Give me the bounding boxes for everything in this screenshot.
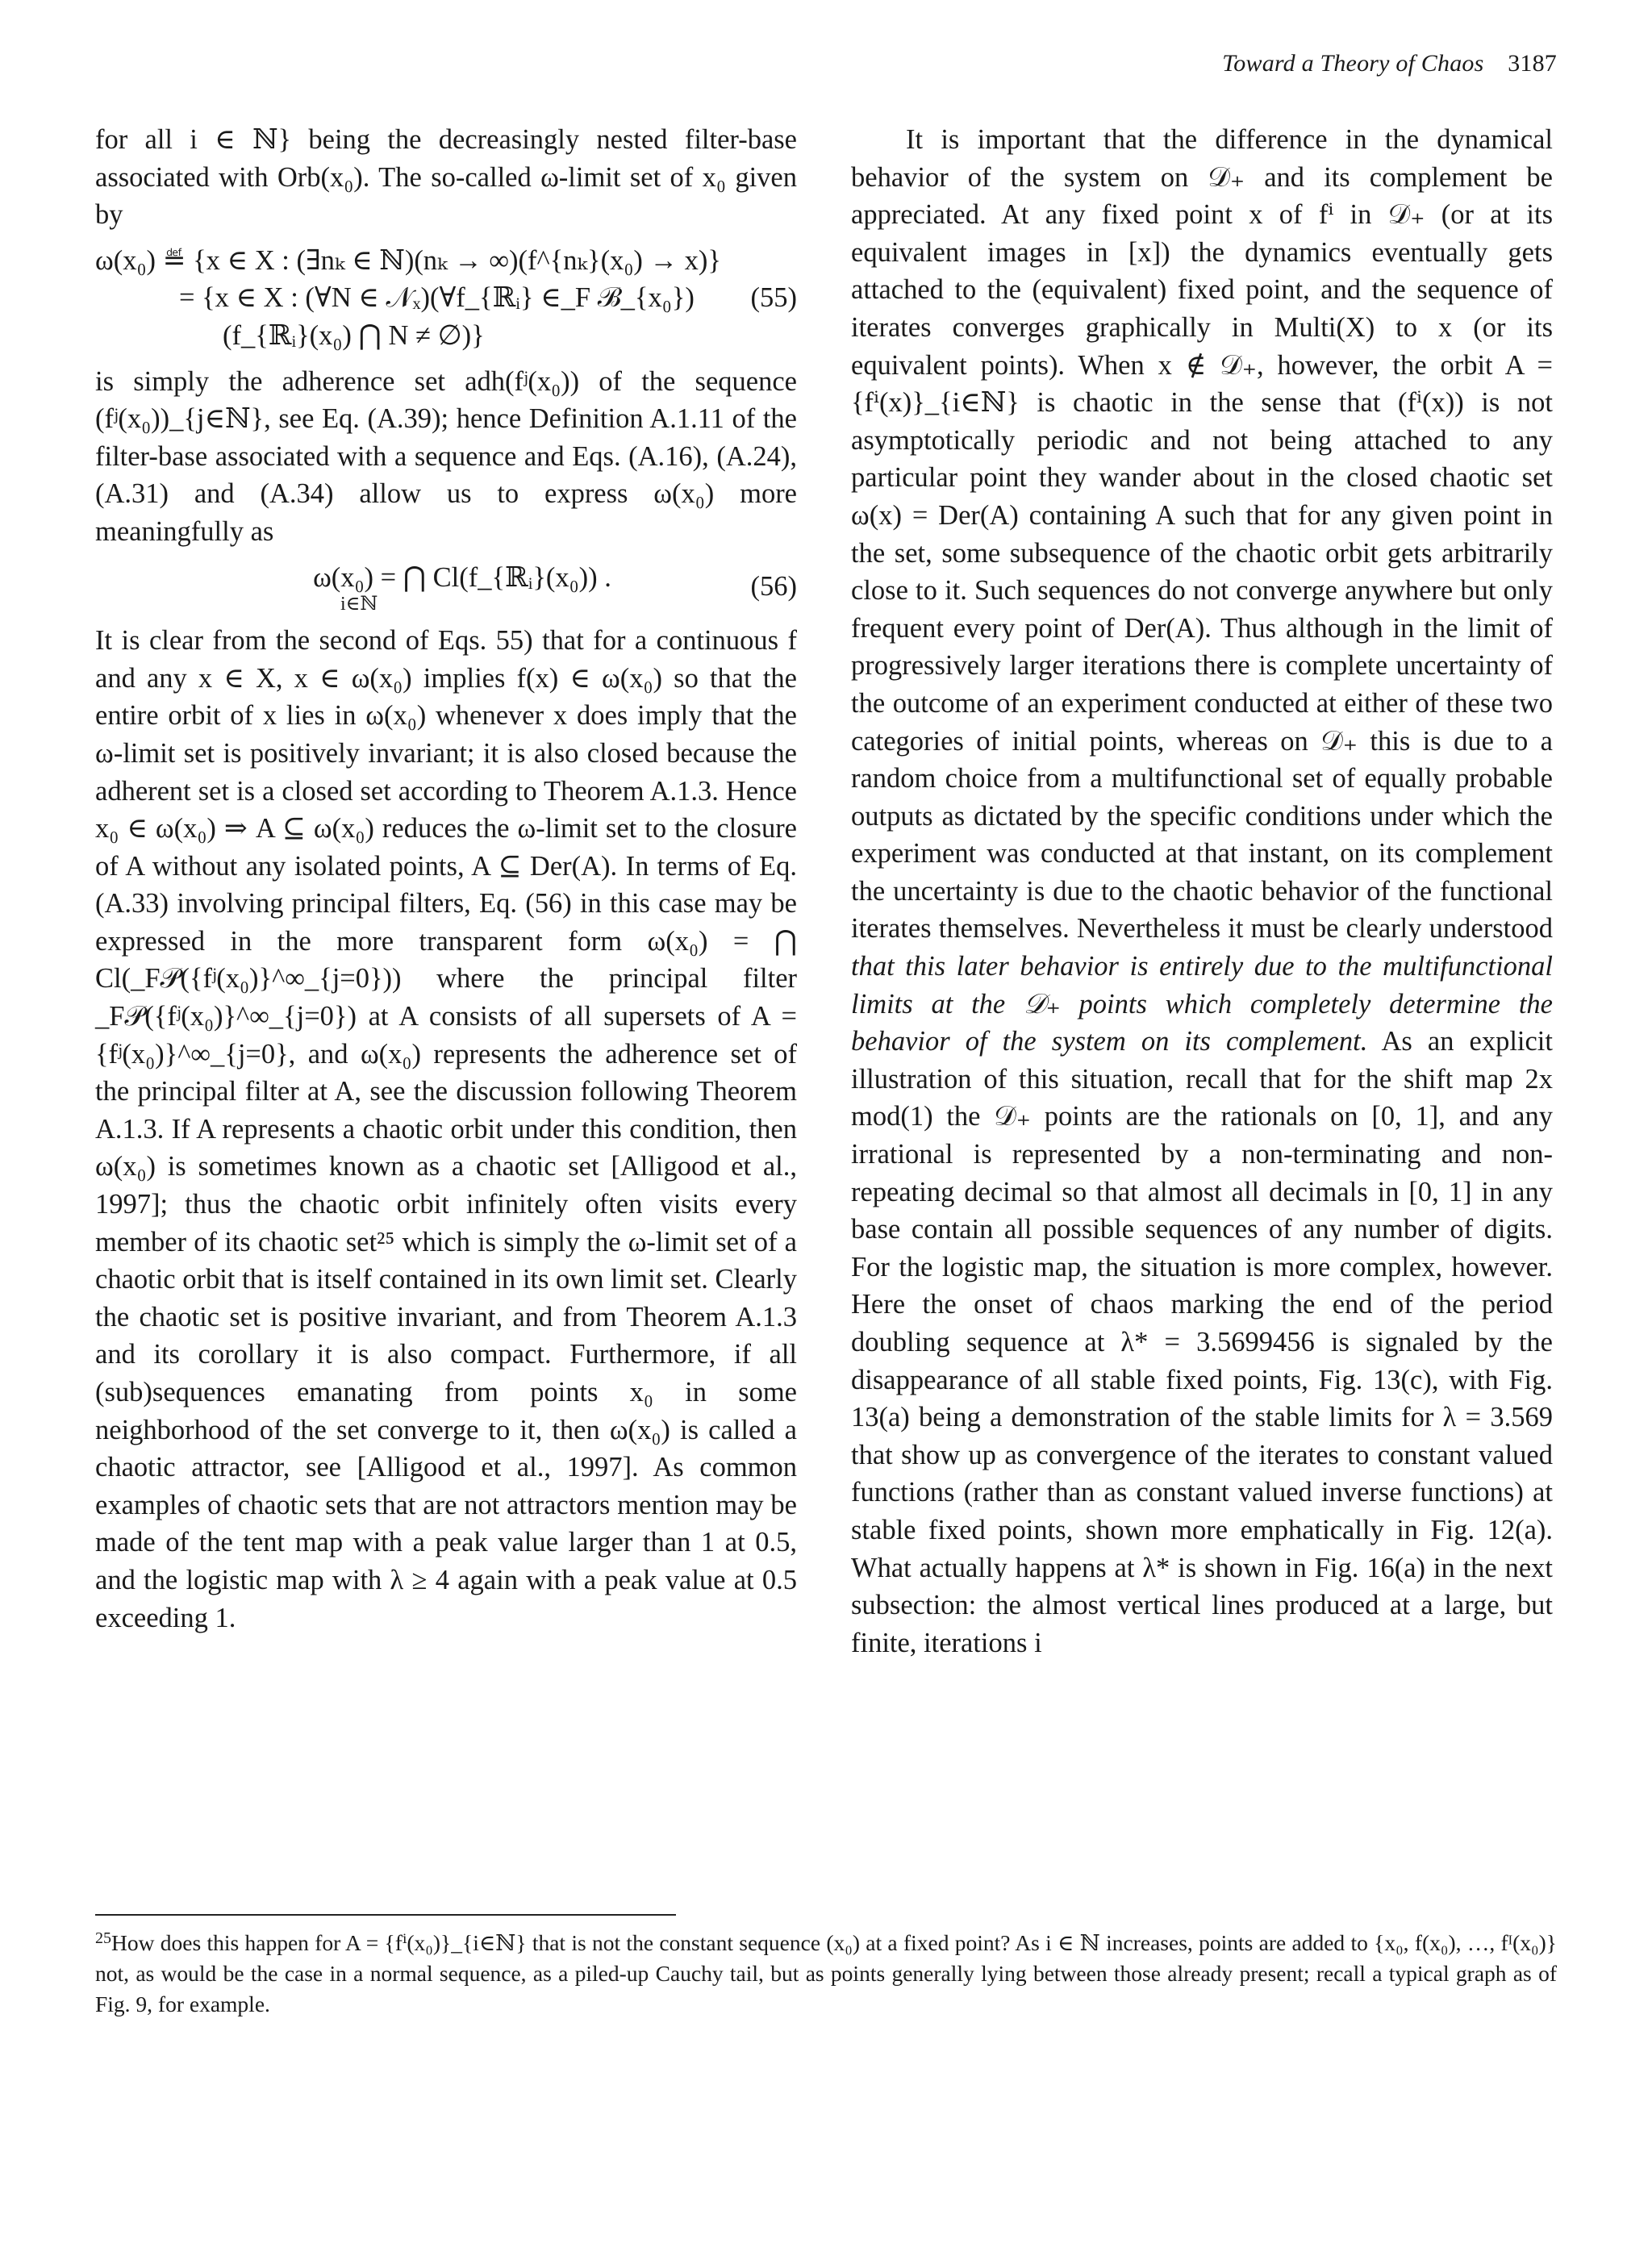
equation-56-body [95,559,732,615]
equation-56-main: ω(x₀) = ⋂ Cl(f_{ℝᵢ}(x₀)) . [313,561,611,593]
footnote-number: 25 [95,1929,111,1947]
equation-56-subscript: i∈ℕ [340,594,378,615]
equation-55 [95,242,797,355]
right-paragraph-1-italic: that this later behavior is entirely due to the multifunctional limits at the 𝒟₊ points which completely determine the behavior of the system on its complement. [851,951,1553,1057]
footnote-rule [95,1914,676,1916]
right-column [851,121,1553,1662]
page-number: 3187 [1508,50,1557,77]
equation-55-number: (55) [750,282,797,314]
equation-55-line-3: (f_{ℝᵢ}(x₀) ⋂ N ≠ ∅)} [223,319,485,351]
right-paragraph-1 [851,121,1553,1662]
equation-56 [95,559,797,615]
equation-55-line-1: ω(x₀) ≝ {x ∈ X : (∃nₖ ∈ ℕ)(nₖ → ∞)(f^{nₖ}(x₀) → x)} [95,244,721,276]
left-paragraph-3: It is clear from the second of Eqs. 55) that for a continuous f and any x ∈ X, x ∈ ω(x₀) implies f(x) ∈ ω(x₀) so that the entire orbit of x lies in ω(x₀) whenever x does imply that the ω-limit set is positively invariant; it is also closed because the adherent set is a closed set according to Theorem A.1.3. Hence x₀ ∈ ω(x₀) ⇒ A ⊆ ω(x₀) reduces the ω-limit set to the closure of A without any isolated points, A ⊆ Der(A). In terms of Eq. (A.33) involving principal filters, Eq. (56) in this case may be expressed in the more transparent form ω(x₀) = ⋂ Cl(_F𝒫({fʲ(x₀)}^∞_{j=0})) where the principal filter _F𝒫({fʲ(x₀)}^∞_{j=0}) at A consists of all supersets of A = {fʲ(x₀)}^∞_{j=0}, and ω(x₀) represents the adherence set of the principal filter at A, see the discussion following Theorem A.1.3. If A represents a chaotic orbit under this condition, then ω(x₀) is sometimes known as a chaotic set [Alligood et al., 1997]; thus the chaotic orbit infinitely often visits every member of its chaotic set²⁵ which is simply the ω-limit set of a chaotic orbit that is itself contained in its own limit set. Clearly the chaotic set is positive invariant, and from Theorem A.1.3 and its corollary it is also compact. Furthermore, if all (sub)sequences emanating from points x₀ in some neighborhood of the set converge to it, then ω(x₀) is called a chaotic attractor, see [Alligood et al., 1997]. As common examples of chaotic sets that are not attractors mention may be made of the tent map with a peak value larger than 1 at 0.5, and the logistic map with λ ≥ 4 again with a peak value at 0.5 exceeding 1. [95,625,797,1633]
equation-55-line-2: = {x ∈ X : (∀N ∈ 𝒩ₓ)(∀f_{ℝᵢ} ∈_F ℬ_{x₀}) [179,282,695,314]
right-paragraph-1-start: It is important that the difference in the dynamical behavior of the system on 𝒟₊ and its complement be appreciated. At any fixed point x of fⁱ in 𝒟₊ (or at its equivalent images in [x]) the dynamics eventually gets attached to the (equivalent) fixed point, and the sequence of iterates converges graphically in Multi(X) to x (or its equivalent points). When x ∉ 𝒟₊, however, the orbit A = {fⁱ(x)}_{i∈ℕ} is chaotic in the sense that (fⁱ(x)) is not asymptotically periodic and not being attached to any particular point they wander about in the closed chaotic set ω(x) = Der(A) containing A such that for any given point in the set, some subsequence of the chaotic orbit gets arbitrarily close to it. Such sequences do not converge anywhere but only frequent every point of Der(A). Thus although in the limit of progressively larger iterations there is complete uncertainty of the outcome of an experiment conducted at either of these two categories of initial points, whereas on 𝒟₊ this is due to a random choice from a multifunctional set of equally probable outputs as dictated by the specific conditions under which the experiment was conducted at that instant, on its complement the uncertainty is due to the chaotic behavior of the functional iterates themselves. Nevertheless it must be clearly understood [851,124,1553,945]
left-column [95,121,797,1637]
left-paragraph-1: for all i ∈ ℕ} being the decreasingly nested filter-base associated with Orb(x₀). The so-called ω-limit set of x₀ given by [95,124,797,231]
equation-55-body [95,242,732,355]
footnote [95,1928,1557,2020]
running-head [1222,50,1557,77]
left-paragraph-2: is simply the adherence set adh(fʲ(x₀)) of the sequence (fʲ(x₀))_{j∈ℕ}, see Eq. (A.39); hence Definition A.1.11 of the filter-base associated with a sequence and Eqs. (A.16), (A.24), (A.31) and (A.34) allow us to express ω(x₀) more meaningfully as [95,365,797,547]
footnote-text: How does this happen for A = {fⁱ(x₀)}_{i∈ℕ} that is not the constant sequence (x₀) at a fixed point? As i ∈ ℕ increases, points are added to {x₀, f(x₀), …, fᴵ(x₀)} not, as would be the case in a normal sequence, as a piled-up Cauchy tail, but as points generally lying between those already present; recall a typical graph as of Fig. 9, for example. [95,1930,1557,2016]
footnote-paragraph [95,1928,1557,2020]
equation-56-number: (56) [750,570,797,602]
running-title: Toward a Theory of Chaos [1222,50,1484,77]
right-paragraph-1-rest: As an explicit illustration of this situation, recall that for the shift map 2x mod(1) the 𝒟₊ points are the rationals on [0, 1], and any irrational is represented by a non-terminating and non-repeating decimal so that almost all decimals in [0, 1] in any base contain all possible sequences of any number of digits. For the logistic map, the situation is more complex, however. Here the onset of chaos marking the end of the period doubling sequence at λ* = 3.5699456 is signaled by the disappearance of all stable fixed points, Fig. 13(c), with Fig. 13(a) being a demonstration of the stable limits for λ = 3.569 that show up as convergence of the iterates to constant valued functions (rather than as constant valued inverse functions) at stable fixed points, shown more emphatically in Fig. 12(a). What actually happens at λ* is shown in Fig. 16(a) in the next subsection: the almost vertical lines produced at a large, but finite, iterations i [851,1026,1553,1658]
